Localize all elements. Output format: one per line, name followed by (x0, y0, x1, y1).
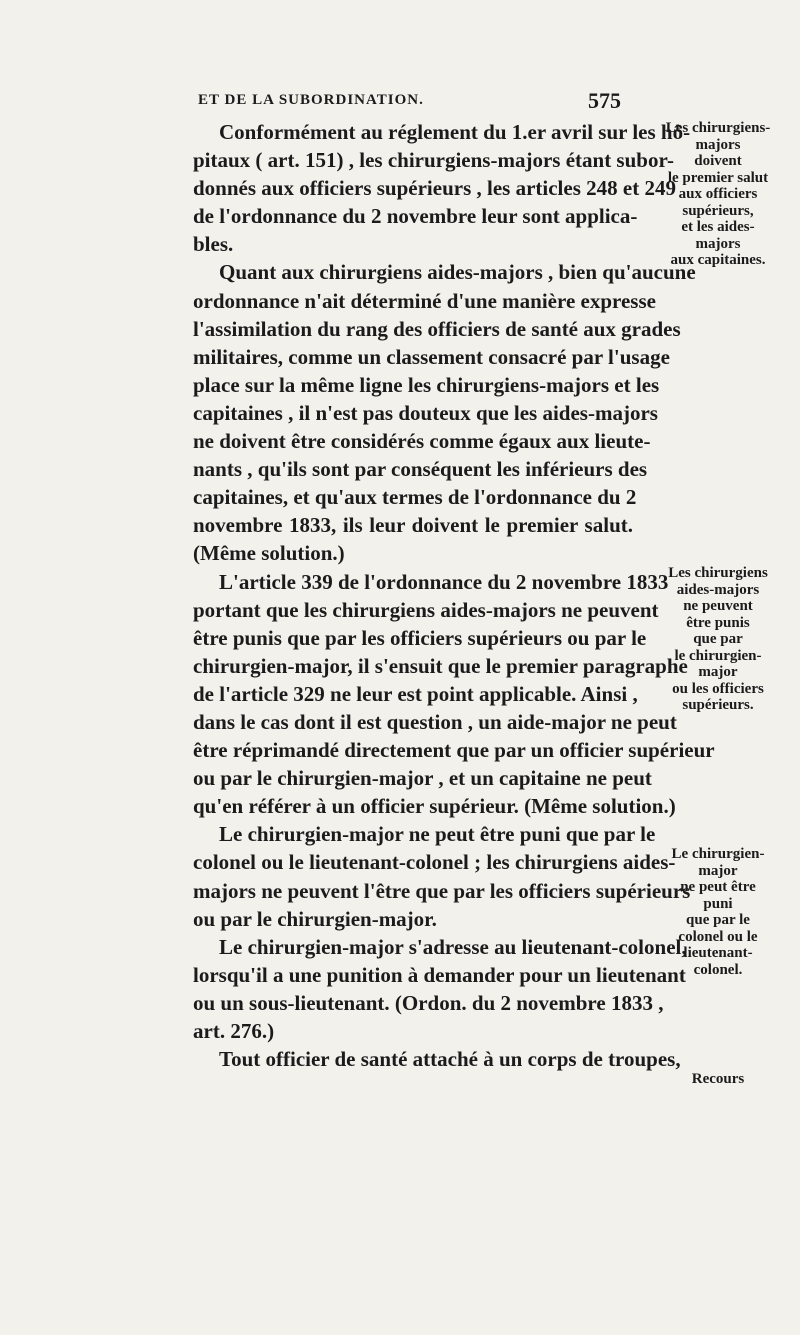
text-line: ne doivent être considérés comme égaux aux lieute- (193, 429, 651, 454)
text-line: Quant aux chirurgiens aides-majors , bien qu'aucune (219, 260, 696, 285)
text-line: donnés aux officiers supérieurs , les articles 248 et 249 (193, 176, 676, 201)
margin-note-line: Les chirurgiens- (665, 120, 771, 136)
text-line: pitaux ( art. 151) , les chirurgiens-majors étant subor- (193, 148, 675, 173)
margin-note-line: majors (695, 136, 741, 153)
text-line: nants , qu'ils sont par conséquent les inférieurs des (193, 457, 648, 482)
margin-note-line: Le chirurgien- (671, 846, 765, 862)
margin-note-line: et les aides- (681, 219, 755, 235)
margin-note-punis (638, 565, 798, 714)
margin-note-salut (638, 120, 798, 269)
text-line: qu'en référer à un officier supérieur. (Même solution.) (193, 794, 676, 819)
margin-note-line: major (698, 664, 738, 680)
margin-note-line: aux officiers (678, 186, 758, 202)
margin-note-line: doivent (694, 153, 742, 169)
text-line: ordonnance n'ait déterminé d'une manière expresse (193, 288, 656, 313)
text-line: être punis que par les officiers supérieurs ou par le (193, 625, 647, 650)
margin-note-chirurgien-major (638, 846, 798, 978)
margin-note-line: aides-majors (676, 581, 760, 598)
text-line: colonel ou le lieutenant-colonel ; les chirurgiens aides- (193, 850, 676, 875)
text-line: art. 276.) (193, 1019, 275, 1043)
margin-note-line: supérieurs, (682, 202, 754, 219)
text-line: l'assimilation du rang des officiers de santé aux grades (193, 316, 681, 341)
main-text (193, 118, 715, 1073)
text-line: ou par le chirurgien-major. (193, 906, 437, 931)
text-line: capitaines , il n'est pas douteux que les aides-majors (193, 400, 658, 425)
margin-note-line: Les chirurgiens (668, 565, 768, 581)
text-line: capitaines, et qu'aux termes de l'ordonnance du 2 (193, 485, 637, 510)
text-line: portant que les chirurgiens aides-majors ne peuvent (193, 597, 659, 622)
text-line: de l'ordonnance du 2 novembre leur sont applica- (193, 204, 638, 229)
margin-note-line: ou les officiers (672, 680, 764, 697)
margin-note-line: major (698, 862, 738, 879)
text-line: ou par le chirurgien-major , et un capitaine ne peut (193, 766, 652, 791)
margin-note-line: colonel. (693, 961, 743, 978)
text-line: ou un sous-lieutenant. (Ordon. du 2 novembre 1833 , (193, 990, 664, 1015)
margin-note-line: Recours (691, 1071, 745, 1087)
margin-note-line: majors (695, 235, 741, 252)
text-line: Tout officier de santé attaché à un corps de troupes, (219, 1047, 681, 1072)
text-line: majors ne peuvent l'être que par les officiers supérieurs (193, 878, 691, 903)
text-line: militaires, comme un classement consacré par l'usage (193, 344, 670, 369)
text-line: lorsqu'il a une punition à demander pour un lieutenant (193, 962, 686, 987)
margin-note-line: puni (703, 895, 733, 912)
margin-note-line: être punis (686, 614, 750, 631)
margin-note-line: supérieurs. (682, 697, 754, 713)
text-line: chirurgien-major, il s'ensuit que le premier paragraphe (193, 653, 688, 678)
text-line: être réprimandé directement que par un officier supérieur (193, 738, 715, 763)
text-line: bles. (193, 232, 234, 257)
text-line: (Même solution.) (193, 541, 345, 566)
margin-note-line: aux capitaines. (670, 252, 766, 268)
margin-note-line: que par le (686, 912, 750, 928)
text-line: Le chirurgien-major ne peut être puni que par le (219, 822, 656, 847)
text-line: place sur la même ligne les chirurgiens-majors et les (193, 372, 660, 397)
text-line: dans le cas dont il est question , un aide-major ne peut (193, 709, 677, 734)
margin-note-line: lieutenant- (683, 945, 753, 961)
margin-note-line: le premier salut (667, 169, 769, 186)
margin-note-line: colonel ou le (678, 928, 758, 945)
margin-note-line: ne peuvent (683, 598, 753, 614)
text-line: de l'article 329 ne leur est point applicable. Ainsi , (193, 681, 638, 706)
margin-note-line: que par (693, 631, 743, 647)
margin-note-line: ne peut être (680, 879, 756, 895)
margin-note-recours (638, 1071, 798, 1088)
running-title: ET DE LA SUBORDINATION. (198, 92, 424, 108)
margin-note-line: le chirurgien- (674, 647, 762, 664)
text-line: novembre 1833, ils leur doivent le premier salut. (193, 513, 633, 538)
text-line: L'article 339 de l'ordonnance du 2 novembre 1833 (219, 569, 669, 594)
text-line: Conformément au réglement du 1.er avril sur les hô- (219, 120, 691, 144)
page-number: 575 (588, 88, 621, 113)
text-line: Le chirurgien-major s'adresse au lieutenant-colonel, (219, 934, 687, 959)
